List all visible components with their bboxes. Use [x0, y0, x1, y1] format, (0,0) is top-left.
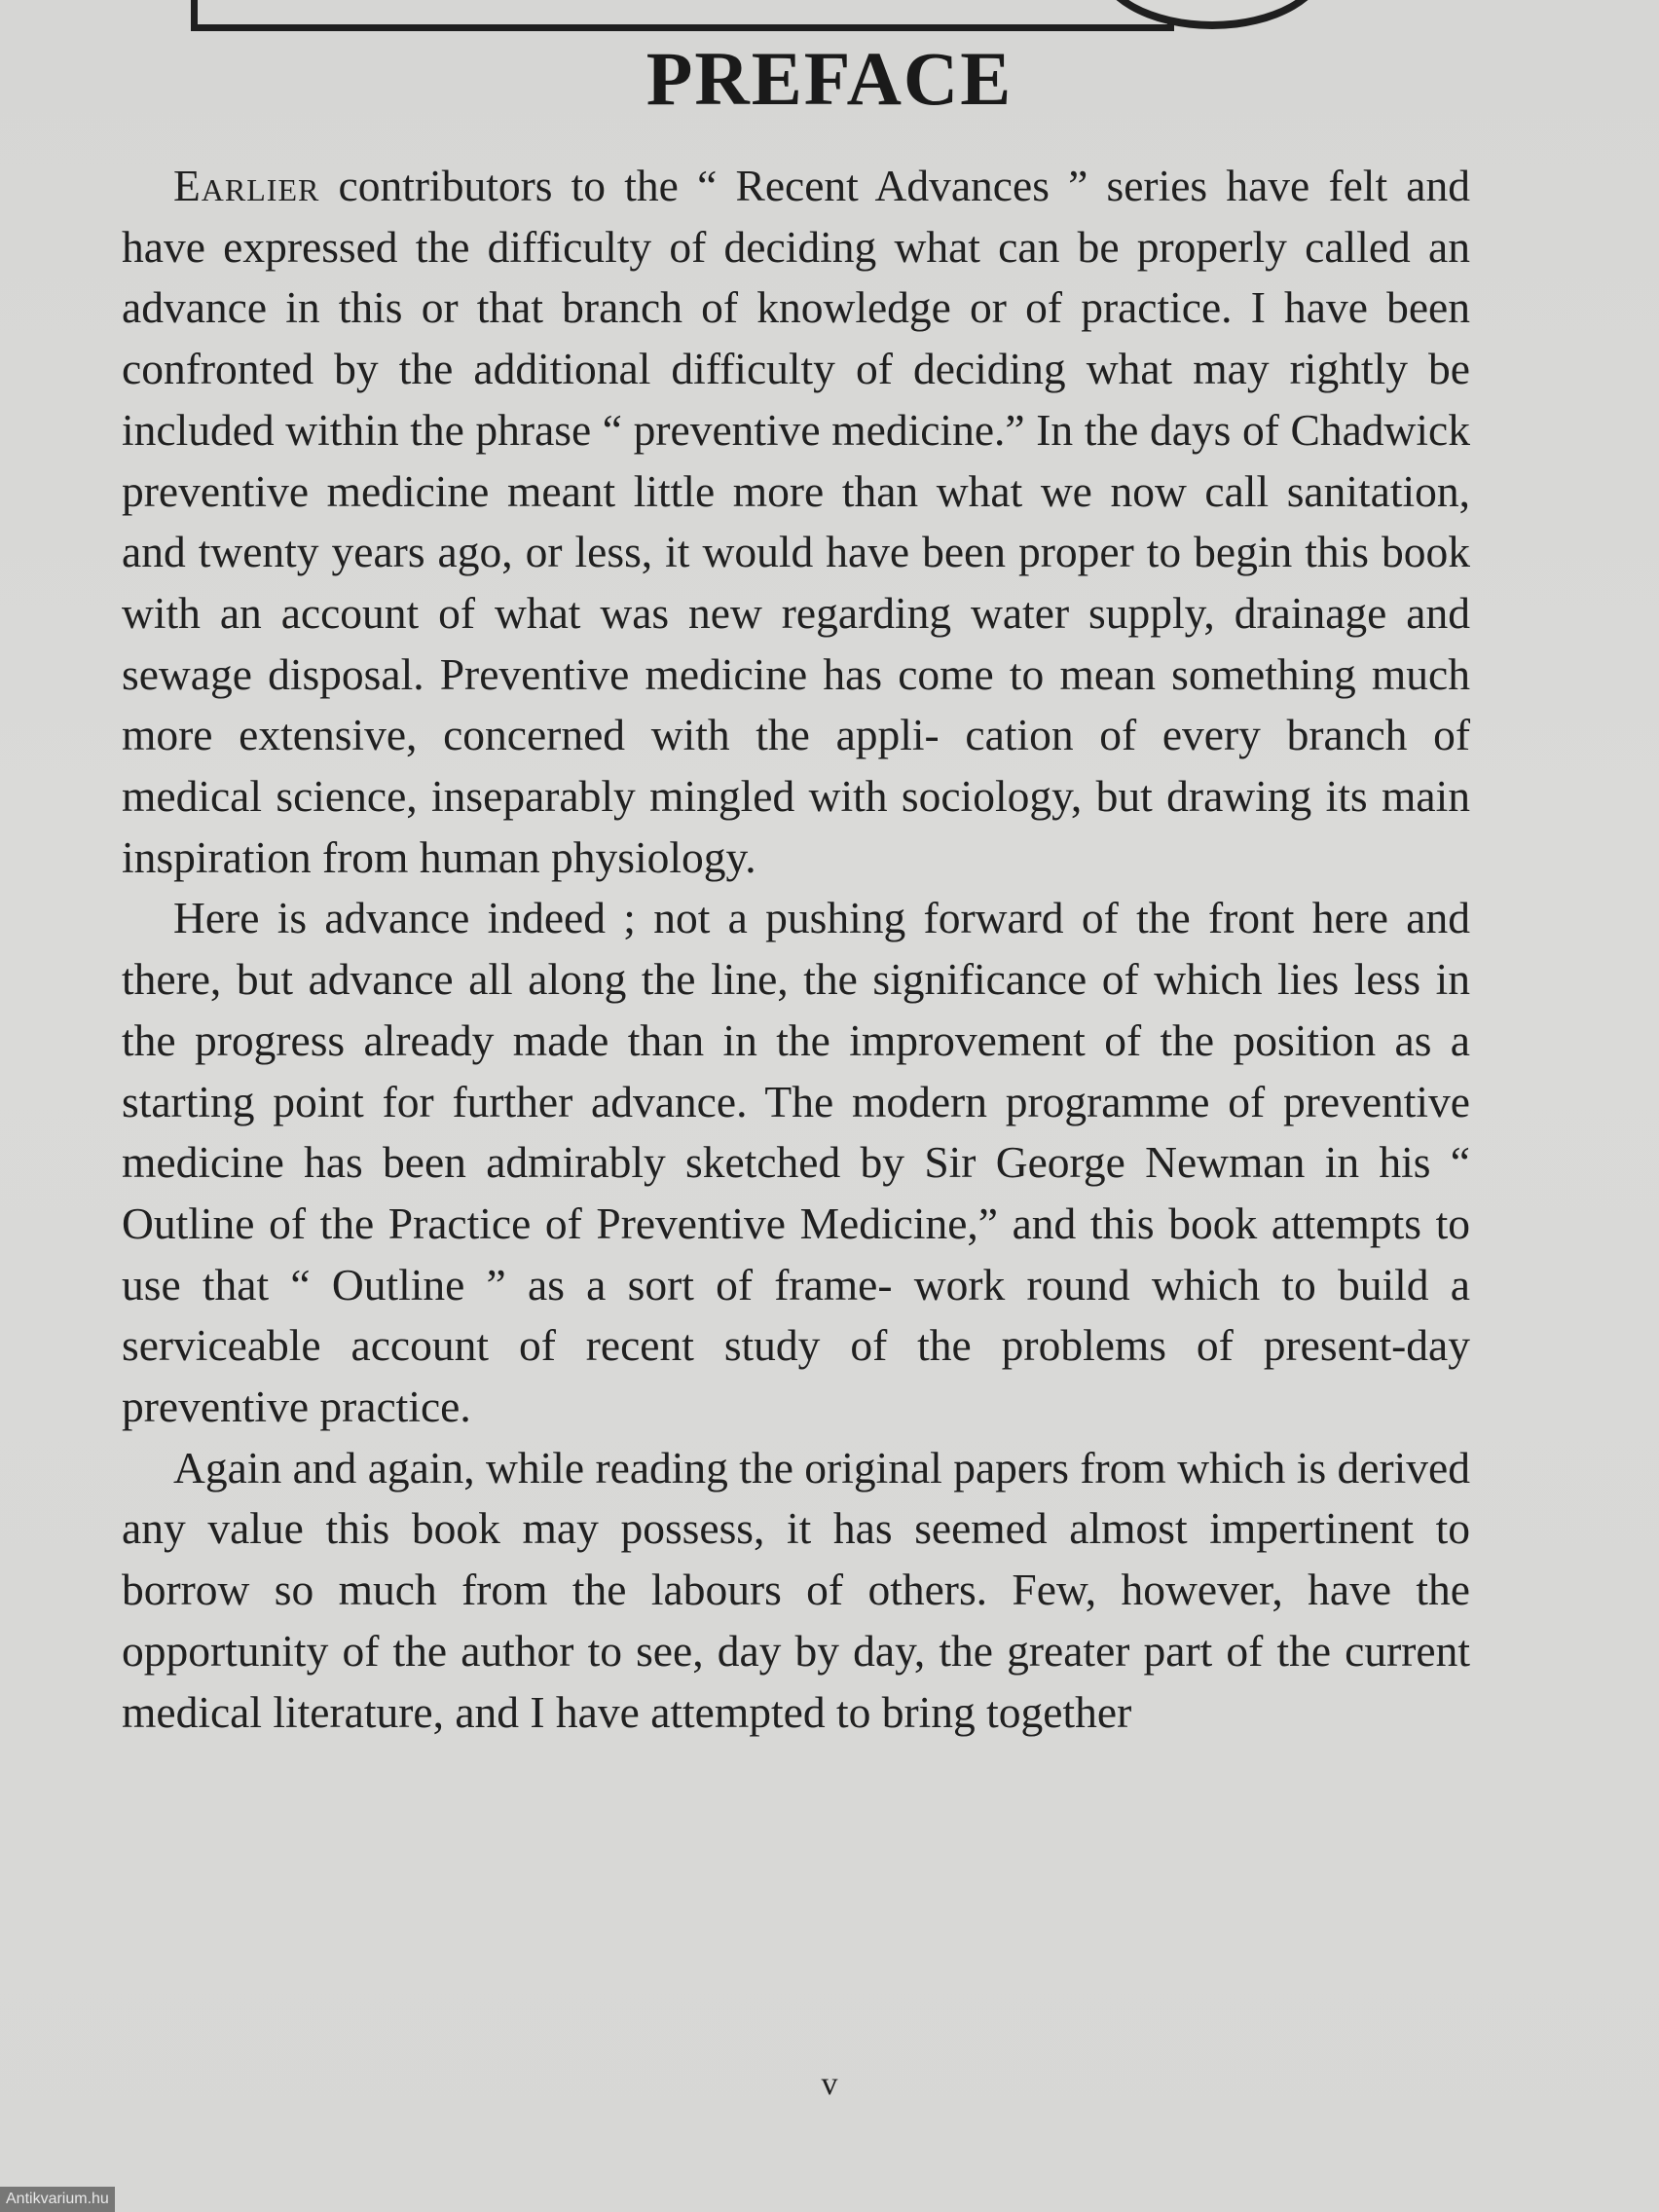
paragraph-2: Here is advance indeed ; not a pushing forward of the front here and there, but advance all along the line, the significance of which lies less in the progress already made than in the improvement of the position as a starting point for further advance. The modern programme of preventive medicine has been admirably sketched by Sir George Newman in his “ Outline of the Practice of Preventive Medicine,” and this book attempts to use that “ Outline ” as a sort of frame- work round which to build a serviceable account of recent study of the problems of present-day preventive practice.	[122, 893, 1470, 1432]
watermark: Antikvarium.hu	[0, 2187, 115, 2212]
paragraph-1	[122, 156, 1470, 888]
paragraph-3: Again and again, while reading the original papers from which is derived any value this book may possess, it has seemed almost impertinent to borrow so much from the labours of others. Few, however, have the opportunity of the author to see, day by day, the greater part of the current medical literature, and I have attempted to bring together	[122, 1442, 1470, 1737]
preface-body	[122, 156, 1470, 1743]
paragraph-1-text: contributors to the “ Recent Advances ” series have felt and have expressed the difficulty of deciding what can be properly called an advance in this or that branch of knowledge or of practice. I have been confronted by the additional difficulty of deciding what may rightly be included within the phrase “ preventive medicine.” In the days of Chadwick preventive medicine meant little more than what we now call sanitation, and twenty years ago, or less, it would have been proper to begin this book with an account of what was new regarding water supply, drainage and sewage disposal. Preventive medicine has come to mean something much more extensive, concerned with the appli- cation of every branch of medical science, inseparably mingled with sociology, but drawing its main inspiration from human physiology.	[122, 161, 1470, 882]
paragraph-1-lead: Earlier	[173, 161, 320, 210]
decorative-frame	[191, 0, 1174, 31]
page-title: PREFACE	[645, 36, 1014, 121]
page-number: v	[821, 2066, 838, 2102]
